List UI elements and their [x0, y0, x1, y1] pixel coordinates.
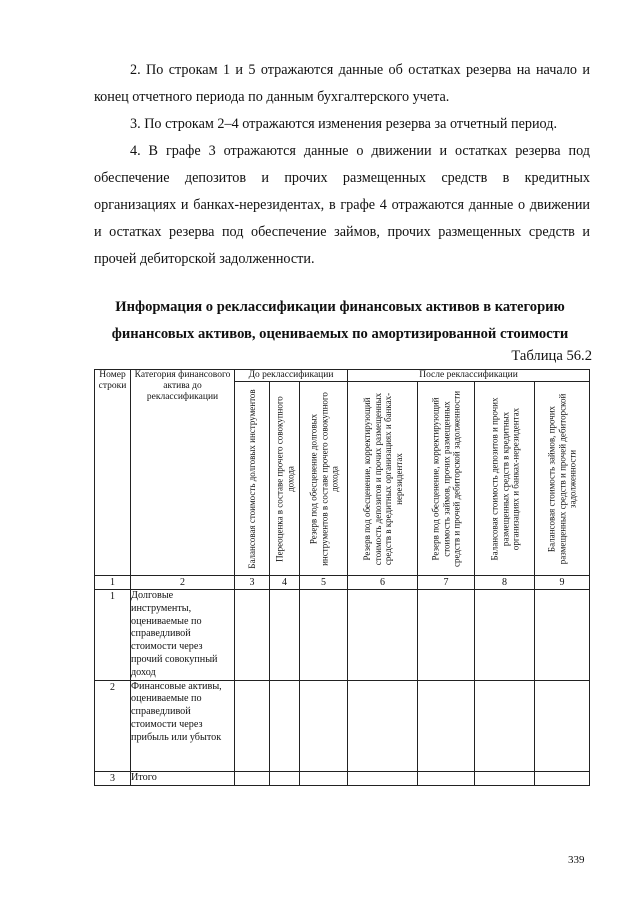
reclassification-table	[94, 369, 590, 786]
table-cell	[475, 680, 535, 771]
paragraph-4: 4. В графе 3 отражаются данные о движении и остатках резерва под обеспечение депозитов и прочих размещенных средств в кредитных организациях и банках-нерезидентах, в графе 4 отражаются данные о движении и остатках резерва под обеспечение займов, прочих размещенных средств и прочей дебиторской задолженности.	[94, 143, 590, 267]
table-cell	[535, 590, 590, 681]
row-category: Итого	[131, 771, 235, 785]
table-cell	[235, 680, 270, 771]
table-row	[95, 771, 590, 785]
column-number: 2	[131, 576, 235, 590]
column-number: 4	[270, 576, 300, 590]
column-number: 1	[95, 576, 131, 590]
row-number: 3	[95, 771, 131, 785]
paragraph-2: 2. По строкам 1 и 5 отражаются данные об остатках резерва на начало и конец отчетного периода по данным бухгалтерского учета.	[94, 62, 590, 105]
table-cell	[418, 680, 475, 771]
header-group-after: После реклассификации	[348, 370, 590, 382]
table-cell	[535, 680, 590, 771]
header-col-3: Балансовая стоимость долговых инструментов	[235, 382, 270, 576]
table-cell	[235, 590, 270, 681]
table-heading-line2: финансовых активов, оцениваемых по амортизированной стоимости	[111, 326, 569, 342]
table-cell	[418, 590, 475, 681]
table-cell	[270, 680, 300, 771]
table-cell	[300, 680, 348, 771]
table-heading-line1: Информация о реклассификации финансовых активов в категорию	[115, 299, 565, 315]
column-number: 5	[300, 576, 348, 590]
table-row	[95, 680, 590, 771]
table-cell	[348, 590, 418, 681]
table-cell	[348, 771, 418, 785]
column-number-row	[95, 576, 590, 590]
row-number: 2	[95, 680, 131, 771]
header-row-number: Номер строки	[95, 370, 131, 576]
column-number: 9	[535, 576, 590, 590]
table-cell	[535, 771, 590, 785]
header-col-5: Резерв под обесценение долговых инструментов в составе прочего совокупного дохода	[300, 382, 348, 576]
row-number: 1	[95, 590, 131, 681]
paragraph-3: 3. По строкам 2–4 отражаются изменения резерва за отчетный период.	[130, 116, 557, 132]
table-cell	[270, 590, 300, 681]
header-group-before: До реклассификации	[235, 370, 348, 382]
row-category: Финансовые активы, оцениваемые по справедливой стоимости через прибыль или убыток	[131, 680, 235, 771]
column-number: 7	[418, 576, 475, 590]
table-cell	[270, 771, 300, 785]
table-cell	[418, 771, 475, 785]
header-col-4: Переоценка в составе прочего совокупного дохода	[270, 382, 300, 576]
header-col-8: Балансовая стоимость депозитов и прочих размещенных средств в кредитных организациях и банках-нерезидентах	[475, 382, 535, 576]
column-number: 3	[235, 576, 270, 590]
table-label: Таблица 56.2	[511, 348, 592, 364]
table-cell	[235, 771, 270, 785]
column-number: 8	[475, 576, 535, 590]
header-col-7: Резерв под обесценение, корректирующий стоимость займов, прочих размещенных средств и прочей дебиторской задолженности	[418, 382, 475, 576]
page-number: 339	[568, 854, 585, 866]
table-row	[95, 590, 590, 681]
column-number: 6	[348, 576, 418, 590]
header-col-9: Балансовая стоимость займов, прочих размещенных средств и прочей дебиторской задолженности	[535, 382, 590, 576]
table-cell	[300, 590, 348, 681]
row-category: Долговые инструменты, оцениваемые по справедливой стоимости через прочий совокупный доход	[131, 590, 235, 681]
header-category: Категория финансового актива до реклассификации	[131, 370, 235, 576]
table-cell	[300, 771, 348, 785]
table-cell	[475, 590, 535, 681]
table-cell	[348, 680, 418, 771]
table-cell	[475, 771, 535, 785]
header-col-6: Резерв под обесценение, корректирующий стоимость депозитов и прочих размещенных средств в кредитных организациях и банках-нерезидентах	[348, 382, 418, 576]
